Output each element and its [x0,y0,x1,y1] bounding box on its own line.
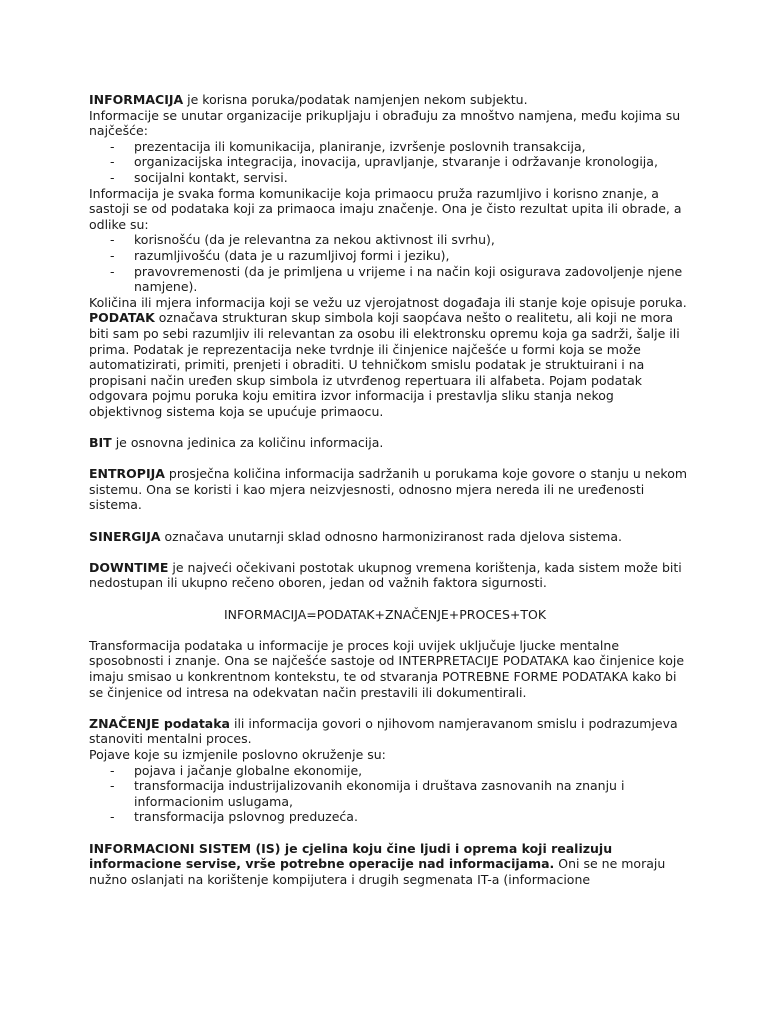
list-odlike [89,232,689,294]
paragraph-znacenje-definition [89,716,689,747]
paragraph-spacer [89,451,689,467]
list-item [89,809,689,825]
paragraph-transformacija-podataka: Transformacija podataka u informacije je proces koji uvijek uključuje ljucke mentalne sposobnosti i znanje. Ona se najčešće sastoje od INTERPRETACIJE PODATAKA kao činjenice koje imaju smisao u konkrentnom kontekstu, te od stvaranja POTREBNE FORME PODATAKA kako bi se činjenice od intresa na odekvatan način prestavili ili dokumentirali. [89,637,685,700]
paragraph-downtime-definition [89,560,689,591]
definition-informacija: je korisna poruka/podatak namjenjen nekom subjektu. [183,92,528,107]
list-item-text: socijalni kontakt, servisi. [134,169,288,185]
term-sinergija: SINERGIJA [89,528,161,544]
paragraph-forma-komunikacije: Informacija je svaka forma komunikacije koja primaocu pruža razumljivo i korisno znanje, a sastoji se od podataka koji za primaoca imaju značenje. Ona je čisto rezultat upita ili obrade, a odlike su: [89,185,682,232]
paragraph-spacer [89,513,689,529]
list-item-text: prezentacija ili komunikacija, planiranje, izvršenje poslovnih transakcija, [134,138,586,154]
term-podatak: PODATAK [89,310,155,326]
term-informacioni-sistem: INFORMACIONI SISTEM (IS) je cjelina koju čine ljudi i oprema koji realizuju informacione servise, vrše potrebne operacije nad informacijama. [89,840,613,872]
list-item-text: pojava i jačanje globalne ekonomije, [134,762,363,778]
term-informacija: INFORMACIJA [89,92,184,107]
term-bit: BIT [89,435,112,451]
paragraph-informacioni-sistem-definition [89,841,689,888]
bullet-dash: - [110,263,115,279]
paragraph-bit-definition [89,435,689,451]
bullet-dash: - [110,762,115,778]
paragraph-spacer [89,622,689,638]
bullet-dash: - [110,169,115,185]
term-znacenje-podataka: ZNAČENJE podataka [89,715,230,731]
paragraph-spacer [89,700,689,716]
list-item-text: organizacijska integracija, inovacija, upravljanje, stvaranje i održavanje kronologija, [134,154,658,170]
paragraph-pojave-okruzenje: Pojave koje su izmjenile poslovno okruženje su: [89,746,386,762]
bullet-dash: - [110,809,115,825]
list-item [89,154,689,170]
bullet-dash: - [110,232,115,248]
paragraph-kolicina-informacija: Količina ili mjera informacija koji se vežu uz vjerojatnost događaja ili stanje koje opisuje poruka. [89,294,687,310]
paragraph-spacer [89,544,689,560]
definition-entropija: prosječna količina informacija sadržanih u porukama koje govore o stanju u nekom sistemu. Ona se koristi i kao mjera neizvjesnosti, odnosno mjera nereda ili ne uređenosti sistema. [89,466,688,513]
paragraph-sinergija-definition [89,529,689,545]
paragraph-informacije-namjene: Informacije se unutar organizacije prikupljaju i obrađuju za mnoštvo namjena, među kojima su najčešće: [89,107,681,139]
bullet-dash: - [110,778,115,794]
paragraph-informacija-definition [89,92,689,108]
document-body [89,92,689,887]
list-item-text: pravovremenosti (da je primljena u vrijeme i na način koji osigurava zadovoljenje njene namjene). [134,263,683,295]
list-item [89,248,689,264]
paragraph-spacer [89,825,689,841]
paragraph-podatak-definition [89,310,689,419]
definition-sinergija: označava unutarnji sklad odnosno harmoniziranost rada djelova sistema. [160,528,622,544]
list-item [89,763,689,779]
paragraph-spacer [89,591,689,607]
bullet-dash: - [110,154,115,170]
definition-informacioni-sistem: Oni se ne moraju nužno oslanjati na korištenje kompijutera i drugih segmenata IT-a (informacione [89,856,666,887]
term-entropija: ENTROPIJA [89,466,165,482]
list-item-text: razumljivošću (data je u razumljivoj formi i jeziku), [134,247,450,263]
list-item-text: transformacija pslovnog preduzeća. [134,809,358,825]
definition-downtime: je najveći očekivani postotak ukupnog vremena korištenja, kada sistem može biti nedostupan ili ukupno rečeno oboren, jedan od važnih faktora sigurnosti. [89,559,682,591]
bullet-dash: - [110,138,115,154]
list-item-text: korisnošću (da je relevantna za nekou aktivnost ili svrhu), [134,232,495,248]
list-item [89,139,689,155]
list-item [89,232,689,248]
paragraph-entropija-definition [89,466,689,513]
definition-bit: je osnovna jedinica za količinu informacija. [111,435,384,451]
term-downtime: DOWNTIME [89,559,169,575]
list-item [89,778,689,809]
paragraph-spacer [89,419,689,435]
list-namjene [89,139,689,186]
definition-podatak: označava strukturan skup simbola koji saopćava nešto o realitetu, ali koji ne mora biti sam po sebi razumljiv ili relevantan za osobu ili elektronsku opremu koja ga sadrži, šalje ili prima. Podatak je reprezentacija neke tvrdnje ili činjenice najčešće u formi koja se može automatizirati, primiti, prenjeti i obraditi. U tehničkom smislu podatak je struktuirani i na propisani način uređen skup simbola iz utvrđenog repertuara ili alfabeta. Pojam podatak odgovara pojmu poruka koju emitira izvor informacija i prestavlja sliku stanja nekog objektivnog sistema koja se upućuje primaocu. [89,310,680,419]
list-item [89,264,689,295]
bullet-dash: - [110,247,115,263]
formula-line: INFORMACIJA=PODATAK+ZNAČENJE+PROCES+TOK [223,606,547,622]
definition-znacenje: ili informacija govori o njihovom namjeravanom smislu i podrazumjeva stanoviti mentalni proces. [89,715,678,747]
list-item-text: transformacija industrijalizovanih ekonomija i društava zasnovanih na znanju i informacionim uslugama, [134,778,625,809]
list-item [89,170,689,186]
list-pojave [89,763,689,825]
